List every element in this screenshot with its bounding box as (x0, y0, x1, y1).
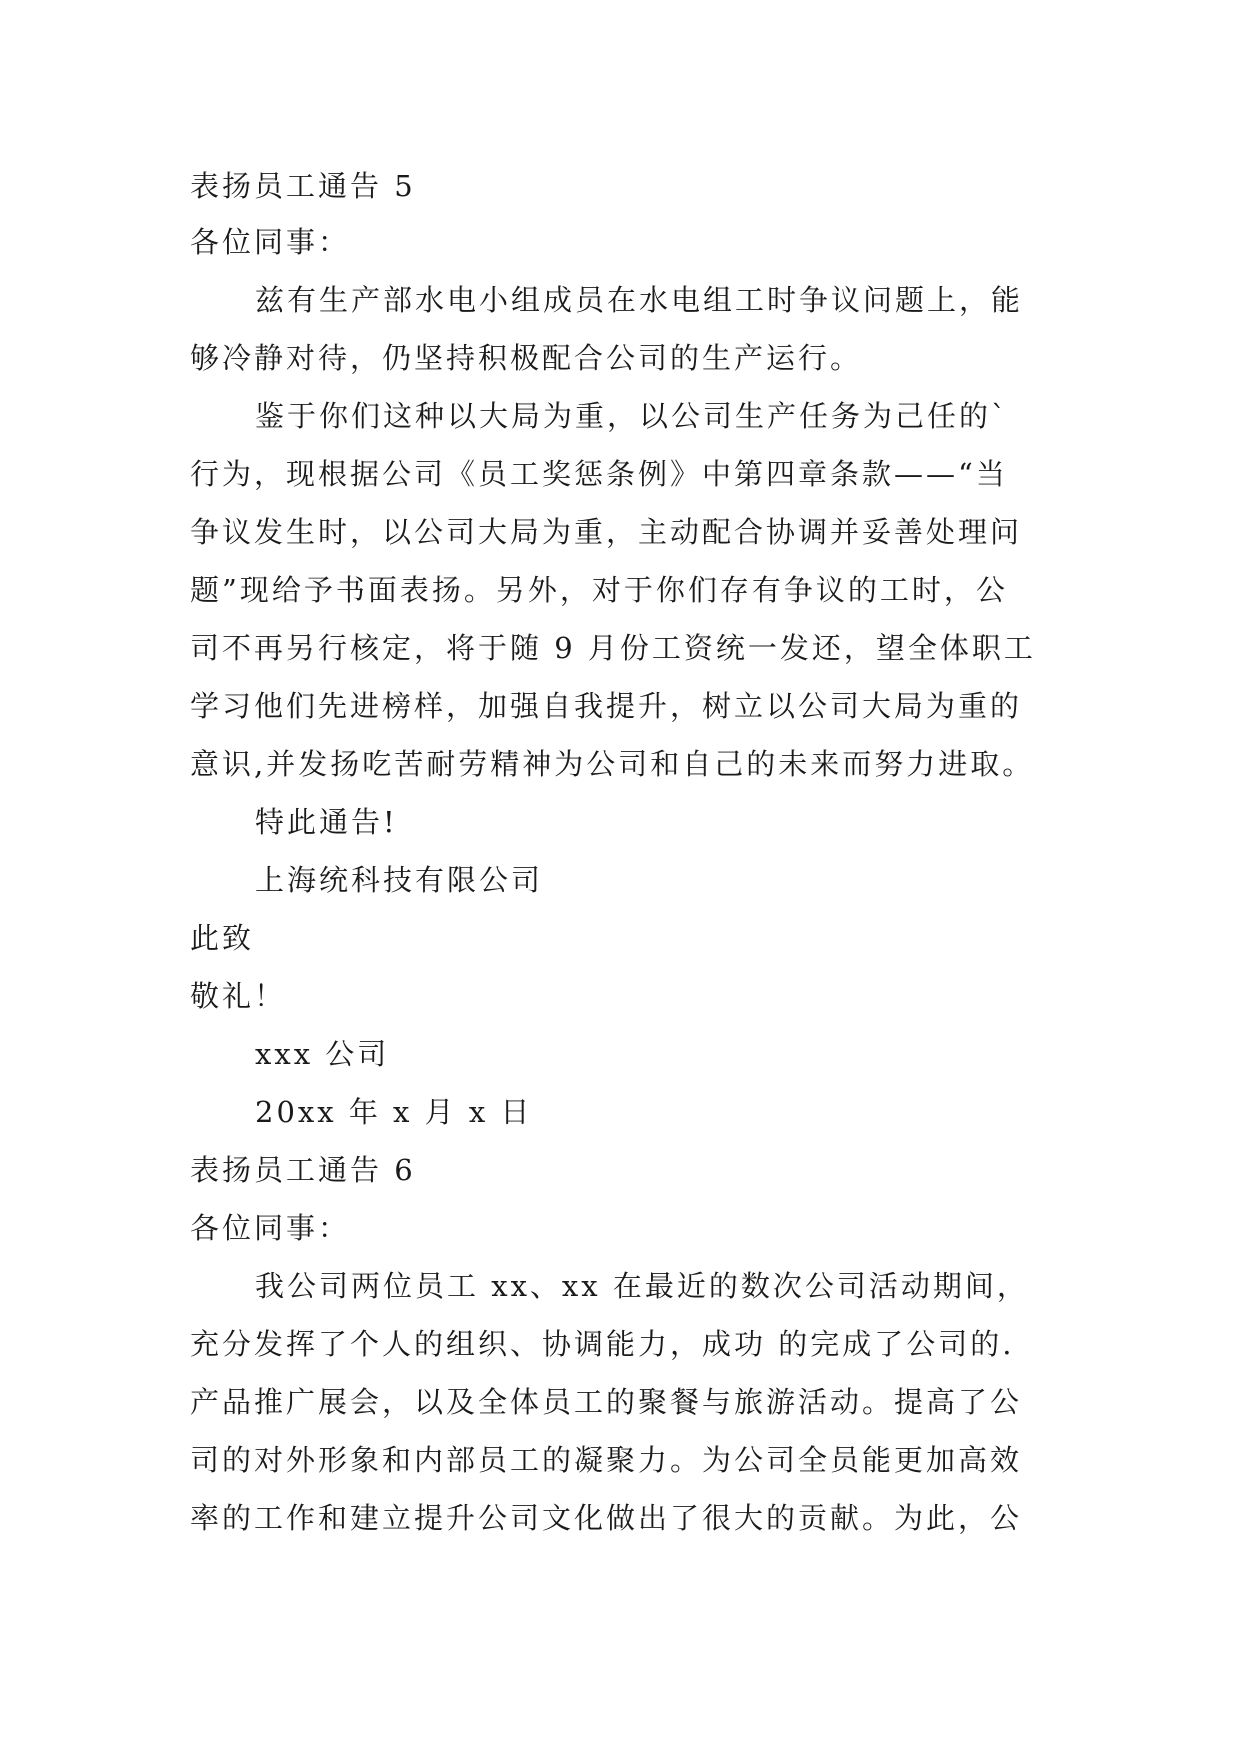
body-line: 司不再另行核定，将于随 9 月份工资统一发还，望全体职工 (190, 631, 1036, 665)
regards-line-2: 敬礼！ (190, 979, 287, 1013)
regards-line-1: 此致 (190, 921, 255, 955)
company-name: 上海统科技有限公司 (255, 863, 544, 897)
body-line: 争议发生时，以公司大局为重，主动配合协调并妥善处理问 (190, 515, 1023, 549)
body-line: 率的工作和建立提升公司文化做出了很大的贡献。为此，公 (190, 1501, 1023, 1535)
section6-salutation: 各位同事： (190, 1211, 351, 1245)
body-line: 充分发挥了个人的组织、协调能力，成功 的完成了公司的. (190, 1327, 1015, 1361)
body-line: 产品推广展会，以及全体员工的聚餐与旅游活动。提高了公 (190, 1385, 1023, 1419)
closing-text: 特此通告! (255, 805, 398, 839)
signature-date: 20xx 年 x 月 x 日 (255, 1095, 533, 1129)
body-line: 我公司两位员工 xx、xx 在最近的数次公司活动期间， (255, 1269, 1029, 1303)
body-line: 够冷静对待，仍坚持积极配合公司的生产运行。 (190, 341, 863, 375)
section5-salutation: 各位同事： (190, 225, 351, 259)
body-line: 鉴于你们这种以大局为重，以公司生产任务为己任的` (255, 399, 1009, 433)
body-line: 行为，现根据公司《员工奖惩条例》中第四章条款——“当 (190, 457, 1008, 491)
signer-name: xxx 公司 (255, 1037, 390, 1071)
body-line: 意识,并发扬吃苦耐劳精神为公司和自己的未来而努力进取。 (190, 747, 1035, 781)
section6-title: 表扬员工通告 6 (190, 1153, 416, 1187)
section5-title: 表扬员工通告 5 (190, 169, 416, 203)
body-line: 题”现给予书面表扬。另外，对于你们存有争议的工时，公 (190, 573, 1008, 607)
body-line: 司的对外形象和内部员工的凝聚力。为公司全员能更加高效 (190, 1443, 1023, 1477)
body-line: 兹有生产部水电小组成员在水电组工时争议问题上，能 (255, 283, 1024, 317)
body-line: 学习他们先进榜样，加强自我提升，树立以公司大局为重的 (190, 689, 1023, 723)
